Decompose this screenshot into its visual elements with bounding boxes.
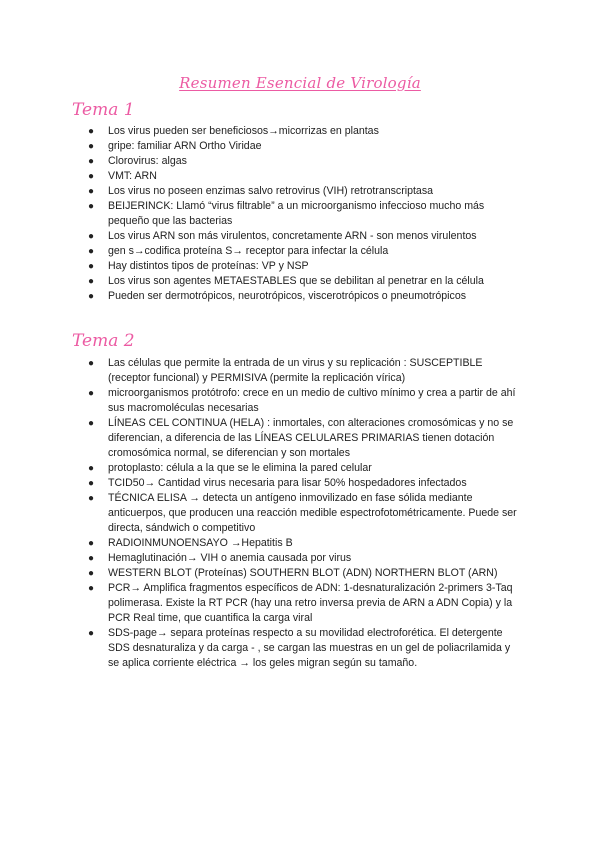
- bullet-icon: ●: [88, 201, 95, 212]
- list-item-text: gen s→codifica proteína S→ receptor para infectar la célula: [108, 245, 389, 257]
- bullet-icon: ●: [88, 126, 95, 137]
- list-item-text: Hemaglutinación→ VIH o anemia causada por virus: [108, 552, 352, 564]
- bullet-icon: ●: [88, 388, 95, 399]
- list-item-text: gripe: familiar ARN Ortho Viridae: [108, 140, 262, 152]
- list-item: [72, 386, 522, 416]
- bullet-list-tema-1: [72, 124, 522, 304]
- list-item-text: BEIJERINCK: Llamó “virus filtrable” a un microorganismo infeccioso mucho más pequeño que las bacterias: [108, 200, 485, 227]
- list-item: [72, 154, 522, 169]
- bullet-icon: ●: [88, 141, 95, 152]
- bullet-icon: ●: [88, 553, 95, 564]
- bullet-icon: ●: [88, 358, 95, 369]
- list-item: [72, 289, 522, 304]
- list-item-text: Hay distintos tipos de proteínas: VP y NSP: [108, 260, 309, 272]
- list-item: [72, 581, 522, 626]
- section-heading-tema-1: Tema 1: [72, 100, 135, 120]
- list-item-text: Los virus no poseen enzimas salvo retrovirus (VIH) retrotranscriptasa: [108, 185, 434, 197]
- bullet-icon: ●: [88, 568, 95, 579]
- list-item: [72, 274, 522, 289]
- list-item-text: SDS-page→ separa proteínas respecto a su movilidad electroforética. El detergente SDS desnaturaliza y da carga - , se cargan las muestras en un gel de poliacrilamida y se aplica corriente eléctrica → los geles migran según su tamaño.: [108, 627, 511, 669]
- list-item-text: Los virus pueden ser beneficiosos→micorrizas en plantas: [108, 125, 379, 137]
- bullet-icon: ●: [88, 261, 95, 272]
- bullet-icon: ●: [88, 186, 95, 197]
- list-item: [72, 244, 522, 259]
- document-title: Resumen Esencial de Virología: [179, 74, 421, 92]
- list-item: [72, 476, 522, 491]
- list-item: [72, 184, 522, 199]
- section-heading-tema-2: Tema 2: [72, 331, 135, 351]
- list-item: [72, 124, 522, 139]
- list-item: [72, 199, 522, 229]
- list-item: [72, 551, 522, 566]
- list-item-text: TCID50→ Cantidad virus necesaria para lisar 50% hospedadores infectados: [108, 477, 467, 489]
- bullet-icon: ●: [88, 628, 95, 639]
- list-item: [72, 169, 522, 184]
- list-item: [72, 416, 522, 461]
- list-item-text: PCR→ Amplifica fragmentos específicos de ADN: 1-desnaturalización 2-primers 3-Taq polimerasa. Existe la RT PCR (hay una retro inversa previa de ARN a ADN Copia) y la PCR Real time, que cuantifica la carga viral: [108, 582, 513, 624]
- list-item: [72, 491, 522, 536]
- bullet-list-tema-2: [72, 356, 522, 671]
- bullet-icon: ●: [88, 231, 95, 242]
- list-item-text: WESTERN BLOT (Proteínas) SOUTHERN BLOT (ADN) NORTHERN BLOT (ARN): [108, 567, 498, 579]
- list-item-text: Las células que permite la entrada de un virus y su replicación : SUSCEPTIBLE (receptor funcional) y PERMISIVA (permite la replicación vírica): [108, 357, 483, 384]
- list-item: [72, 139, 522, 154]
- bullet-icon: ●: [88, 276, 95, 287]
- list-item: [72, 536, 522, 551]
- list-item-text: VMT: ARN: [108, 170, 157, 182]
- bullet-icon: ●: [88, 418, 95, 429]
- bullet-icon: ●: [88, 493, 95, 504]
- list-item: [72, 229, 522, 244]
- list-item-text: Los virus ARN son más virulentos, concretamente ARN - son menos virulentos: [108, 230, 477, 242]
- list-item-text: Clorovirus: algas: [108, 155, 187, 167]
- list-item: [72, 461, 522, 476]
- list-item-text: protoplasto: célula a la que se le elimina la pared celular: [108, 462, 372, 474]
- list-item-text: Los virus son agentes METAESTABLES que se debilitan al penetrar en la célula: [108, 275, 484, 287]
- list-item-text: Pueden ser dermotrópicos, neurotrópicos, viscerotrópicos o pneumotrópicos: [108, 290, 467, 302]
- list-item-text: RADIOINMUNOENSAYO →Hepatitis B: [108, 537, 293, 549]
- bullet-icon: ●: [88, 171, 95, 182]
- list-item: [72, 626, 522, 671]
- bullet-icon: ●: [88, 156, 95, 167]
- list-item: [72, 259, 522, 274]
- bullet-icon: ●: [88, 583, 95, 594]
- bullet-icon: ●: [88, 538, 95, 549]
- list-item-text: TÉCNICA ELISA → detecta un antígeno inmovilizado en fase sólida mediante anticuerpos, que producen una reacción medible espectrofotométricamente. Puede ser directa, sándwich o competitivo: [108, 492, 517, 534]
- list-item: [72, 356, 522, 386]
- list-item-text: microorganismos protótrofo: crece en un medio de cultivo mínimo y crea a partir de ahí sus macromoléculas necesarias: [108, 387, 516, 414]
- list-item: [72, 566, 522, 581]
- bullet-icon: ●: [88, 463, 95, 474]
- list-item-text: LÍNEAS CEL CONTINUA (HELA) : inmortales, con alteraciones cromosómicas y no se diferencian, a diferencia de las LÍNEAS CELULARES PRIMARIAS tienen dotación cromosómica normal, se diferencian y son mortales: [108, 417, 514, 459]
- bullet-icon: ●: [88, 246, 95, 257]
- bullet-icon: ●: [88, 291, 95, 302]
- bullet-icon: ●: [88, 478, 95, 489]
